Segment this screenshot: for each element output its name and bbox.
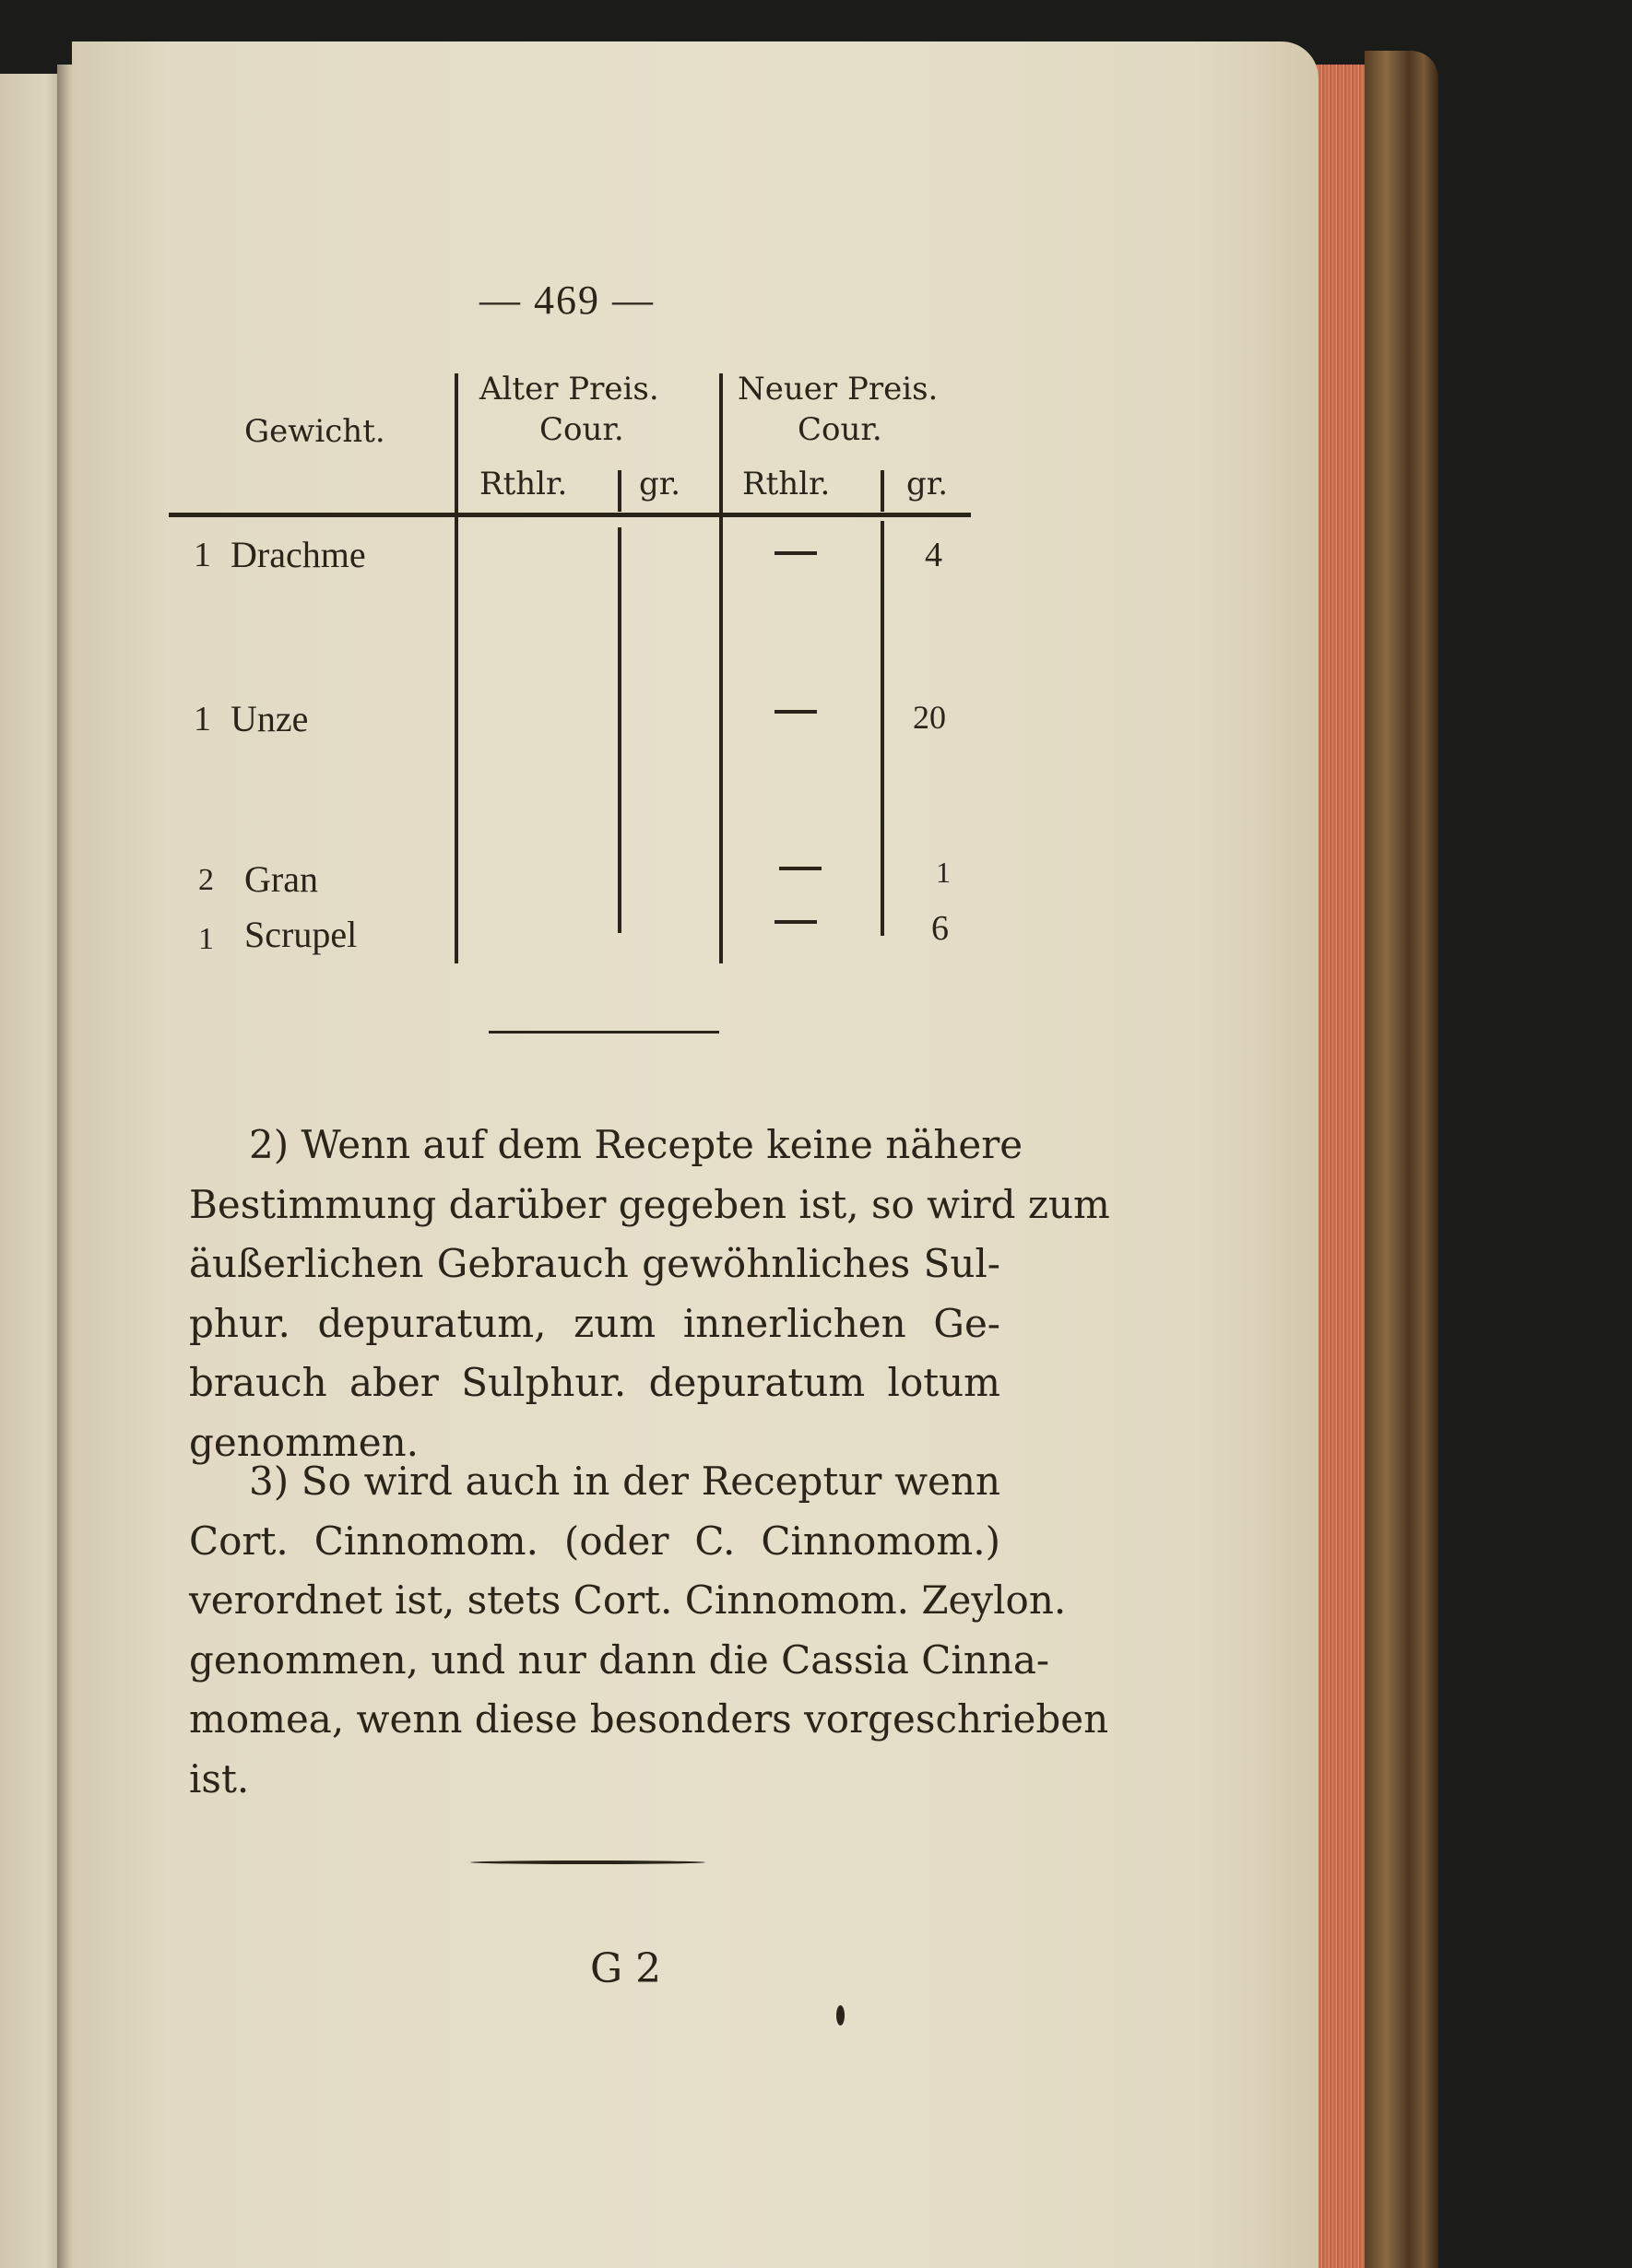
table-row-1-rthlr-dash — [775, 551, 817, 555]
paragraph-3-line-1: 3) So wird auch in der Receptur wenn — [249, 1459, 1000, 1504]
table-header-rule — [169, 513, 971, 517]
paragraph-2-line-6: genommen. — [189, 1419, 419, 1465]
table-row-2-rthlr-dash — [775, 710, 817, 714]
ink-spot — [836, 2005, 845, 2026]
paragraph-2 — [189, 1116, 1110, 1472]
table-row-3-qty: 2 — [198, 863, 214, 897]
table-row-1-gr: 4 — [925, 536, 942, 574]
paragraph-3-line-6: ist. — [189, 1755, 250, 1801]
paragraph-2-line-5: brauch aber Sulphur. depuratum lotum — [189, 1360, 1000, 1405]
table-divider-4 — [719, 373, 723, 963]
table-closing-rule — [489, 1031, 719, 1034]
table-divider-3 — [618, 527, 621, 933]
paragraph-2-line-3: äußerlichen Gebrauch gewöhnliches Sul- — [189, 1241, 1000, 1286]
table-row-2-gr: 20 — [913, 699, 946, 736]
page-number: — 469 — — [479, 278, 655, 323]
table-row-1-unit: Drachme — [231, 534, 366, 575]
table-subheader-rthlr-new: Rthlr. — [742, 466, 831, 502]
table-header-new-price: Neuer Preis. — [738, 371, 939, 408]
table-divider-6 — [881, 521, 884, 936]
table-divider-2 — [618, 470, 621, 512]
book-cover-edge — [1365, 51, 1438, 2268]
table-row-3-rthlr-dash — [779, 867, 822, 870]
paragraph-2-line-1: 2) Wenn auf dem Recepte keine nähere — [249, 1122, 1023, 1167]
table-divider-1 — [455, 373, 458, 963]
table-subheader-gr-old: gr. — [639, 466, 681, 502]
table-divider-5 — [881, 470, 884, 512]
paragraph-3-line-5: momea, wenn diese besonders vorgeschrieben — [189, 1696, 1109, 1742]
table-row-3-unit: Gran — [244, 858, 318, 900]
paragraph-3-line-3: verordnet ist, stets Cort. Cinnomom. Zeylon. — [189, 1577, 1067, 1623]
signature-mark: G 2 — [590, 1945, 662, 1992]
paragraph-3-line-4: genommen, und nur dann die Cassia Cinna- — [189, 1636, 1050, 1683]
table-header-old-currency: Cour. — [539, 411, 624, 448]
paragraph-2-line-4: phur. depuratum, zum innerlichen Ge- — [189, 1300, 1000, 1346]
table-header-new-currency: Cour. — [798, 411, 882, 448]
table-subheader-rthlr-old: Rthlr. — [479, 466, 568, 502]
paragraph-2-line-2: Bestimmung darüber gegeben ist, so wird zum — [189, 1181, 1110, 1227]
paragraph-3-line-2: Cort. Cinnomom. (oder C. Cinnomom.) — [189, 1518, 1000, 1564]
table-subheader-gr-new: gr. — [906, 466, 949, 502]
table-row-4-unit: Scrupel — [244, 914, 358, 955]
table-row-4-qty: 1 — [198, 922, 214, 956]
table-header-weight: Gewicht. — [244, 413, 385, 450]
table-row-4-rthlr-dash — [775, 920, 817, 924]
table-row-2-unit: Unze — [231, 698, 309, 739]
decorative-end-rule — [470, 1860, 705, 1864]
table-row-4-gr: 6 — [931, 909, 949, 948]
table-row-2-qty: 1 — [194, 700, 211, 738]
table-row-1-qty: 1 — [194, 536, 211, 574]
paragraph-3 — [189, 1452, 1109, 1809]
table-row-3-gr: 1 — [936, 856, 951, 889]
table-header-old-price: Alter Preis. — [479, 371, 659, 408]
left-page-edge — [0, 74, 65, 2268]
